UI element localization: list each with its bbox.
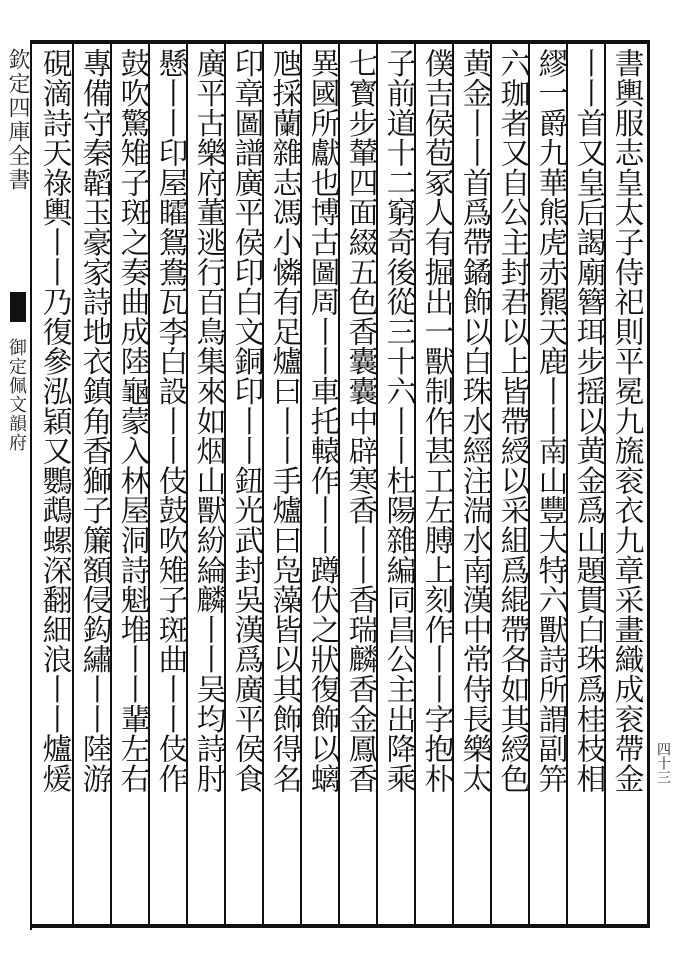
- text-column-13: 懸丨丨印屋矐鴛鴦瓦李白設丨丨伎鼓吹雉子斑曲丨丨伎作: [153, 48, 188, 793]
- text-column-8: 七寳步輦四面綴五色香囊囊中辟寒香丨丨香瑞麟香金鳳香: [343, 48, 378, 793]
- text-column-9: 異國所獻也博古圖周丨丨車托轅作丨丨蹲伏之狀復飾以螭: [305, 48, 340, 793]
- margin-book-title: 御定佩文韻府: [6, 338, 27, 452]
- text-column-3: 繆一爵九華熊虎赤羆天鹿丨丨南山豐大特六獸詩所謂副笄: [533, 48, 568, 793]
- text-column-2: 丨丨首又皇后謁廟簪珥步摇以黄金爲山題貫白珠爲桂枝相: [571, 48, 606, 793]
- fishtail-mark: [10, 292, 26, 322]
- text-column-14: 鼓吹驚雉子斑之奏曲成陸龜蒙入林屋洞詩魁堆丨丨輩左右: [115, 48, 150, 793]
- text-column-7: 子前道十二窮奇後從三十六丨丨杜陽雜編同昌公主出降乘: [381, 48, 416, 793]
- text-column-15: 專備守秦韜玉豪家詩地衣鎮角香獅子簾額侵鈎繡丨丨陸游: [77, 48, 112, 793]
- text-column-12: 廣平古樂府董逃行百鳥集來如烟山獸紛綸麟丨丨吴均詩肘: [191, 48, 226, 793]
- text-column-16: 硯滴詩天祿輿丨丨乃復參泓穎又鸚鵡螺深翻細浪丨丨爐煖: [37, 48, 72, 793]
- margin-title: 欽定四庫全書: [5, 48, 30, 192]
- frame-top-border: [32, 40, 649, 44]
- text-column-5: 黄金丨丨首爲帶鐍飾以白珠水經注湍水南漢中常侍長樂太: [457, 48, 492, 793]
- frame-bottom-border: [32, 924, 649, 928]
- text-column-4: 六珈者又自公主封君以上皆帶綬以采組爲緄帶各如其綬色: [495, 48, 530, 793]
- text-column-1: 書輿服志皇太子侍祀則平冕九旒衮衣九章采畫織成衮帶金: [609, 48, 644, 793]
- text-column-10: 虺採蘭雜志馮小憐有足爐曰丨丨手爐曰凫藻皆以其飾得名: [267, 48, 302, 793]
- frame-right-border: [647, 40, 650, 928]
- page-number: 四十三: [655, 742, 671, 784]
- text-column-6: 僕吉侯苞冢人有掘出一獸制作甚工左膊上刻作丨丨字抱朴: [419, 48, 454, 793]
- text-column-11: 印章圖譜廣平侯印白文銅印丨丨鈕光武封吳漢爲廣平侯食: [229, 48, 264, 793]
